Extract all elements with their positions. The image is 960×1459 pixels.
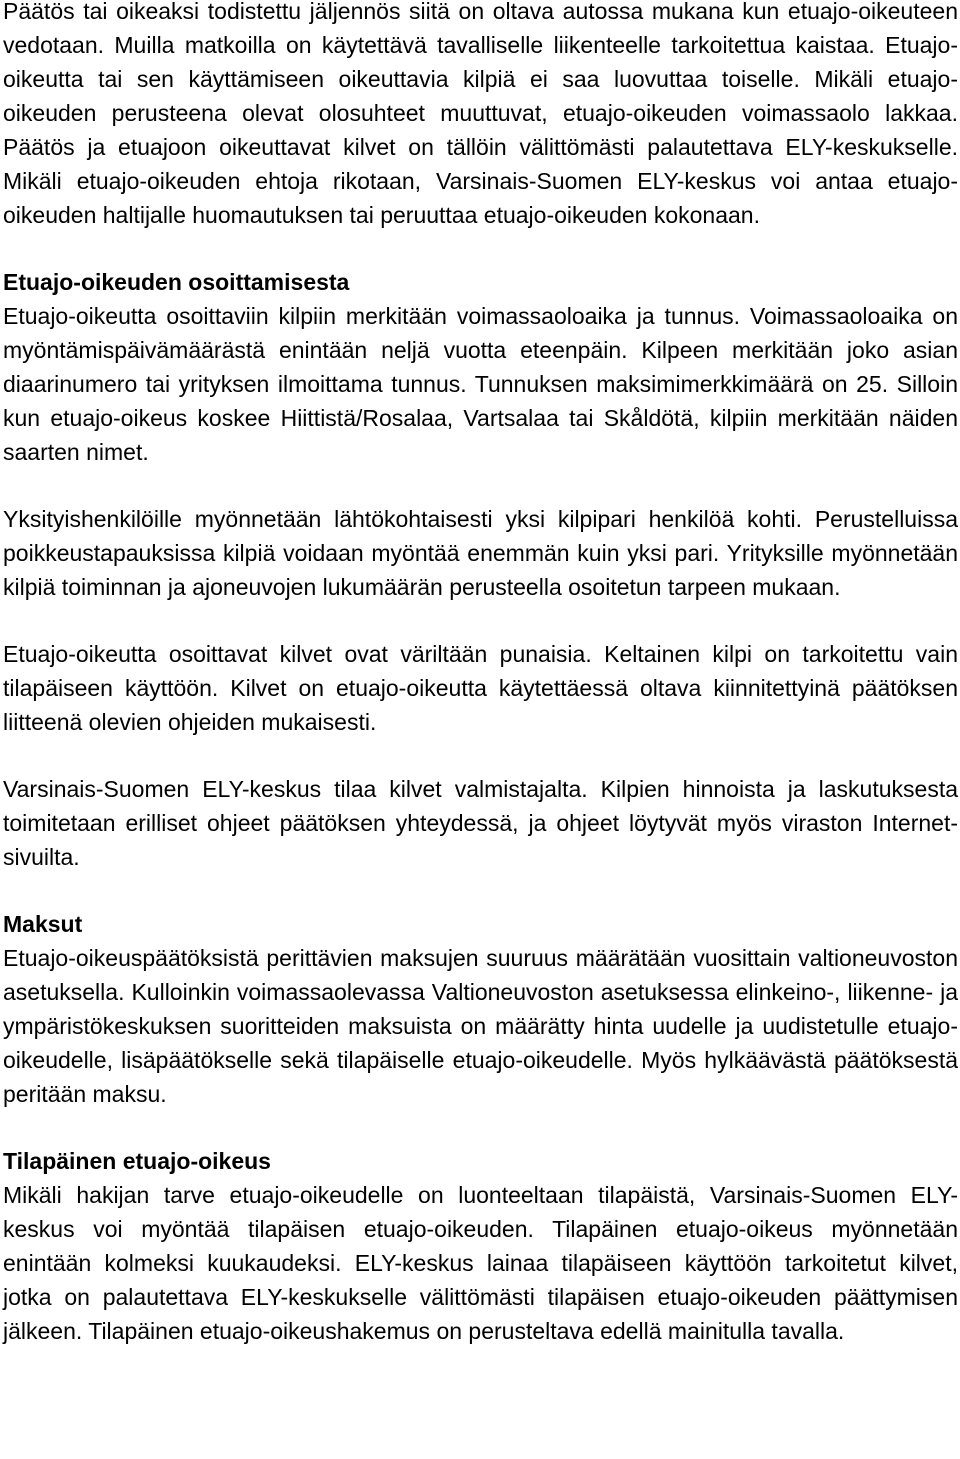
heading-temporary-priority-right: Tilapäinen etuajo-oikeus [3, 1148, 271, 1174]
paragraph-temporary-priority-right: Mikäli hakijan tarve etuajo-oikeudelle on luonteeltaan tilapäistä, Varsinais-Suomen ELY-keskus voi myöntää tilapäisen etuajo-oikeuden. Tilapäinen etuajo-oikeus myönnetään enintään kolmeksi kuukaudeksi. ELY-keskus lainaa tilapäiseen käyttöön tarkoitetut kilvet, jotka on palautettava ELY-keskukselle välittömästi tilapäisen etuajo-oikeuden päättymisen jälkeen. Tilapäinen etuajo-oikeushakemus on perusteltava edellä mainitulla tavalla. [3, 1182, 958, 1344]
paragraph-sign-quantity: Yksityishenkilöille myönnetään lähtökohtaisesti yksi kilpipari henkilöä kohti. Perustelluissa poikkeustapauksissa kilpiä voidaan myöntää enemmän kuin yksi pari. Yrityksille myönnetään kilpiä toiminnan ja ajoneuvojen lukumäärän perusteella osoitetun tarpeen mukaan. [3, 506, 958, 600]
paragraph-gap [3, 1111, 958, 1144]
paragraph-sign-ordering: Varsinais-Suomen ELY-keskus tilaa kilvet valmistajalta. Kilpien hinnoista ja laskutuksesta toimitetaan erilliset ohjeet päätöksen yhteydessä, ja ohjeet löytyvät myös viraston Internet-sivuilta. [3, 776, 958, 870]
paragraph-gap [3, 604, 958, 637]
paragraph-priority-decision-and-revocation: Päätös tai oikeaksi todistettu jäljennös siitä on oltava autossa mukana kun etuajo-oikeuteen vedotaan. Muilla matkoilla on käytettävä tavalliselle liikenteelle tarkoitettua kaistaa. Etuajo-oikeutta tai sen käyttämiseen oikeuttavia kilpiä ei saa luovuttaa toiselle. Mikäli etuajo-oikeuden perusteena olevat olosuhteet muuttuvat, etuajo-oikeuden voimassaolo lakkaa. Päätös ja etuajoon oikeuttavat kilvet on tällöin välittömästi palautettava ELY-keskukselle. Mikäli etuajo-oikeuden ehtoja rikotaan, Varsinais-Suomen ELY-keskus voi antaa etuajo-oikeuden haltijalle huomautuksen tai peruuttaa etuajo-oikeuden kokonaan. [3, 0, 958, 228]
paragraph-gap [3, 739, 958, 772]
paragraph-gap [3, 469, 958, 502]
paragraph-gap [3, 874, 958, 907]
paragraph-gap [3, 232, 958, 265]
heading-fees: Maksut [3, 911, 83, 937]
paragraph-sign-colors: Etuajo-oikeutta osoittavat kilvet ovat väriltään punaisia. Keltainen kilpi on tarkoitettu vain tilapäiseen käyttöön. Kilvet on etuajo-oikeutta käytettäessä oltava kiinnitettyinä päätöksen liitteenä olevien ohjeiden mukaisesti. [3, 641, 958, 735]
heading-marking-of-priority-right: Etuajo-oikeuden osoittamisesta [3, 269, 350, 295]
paragraph-fees: Etuajo-oikeuspäätöksistä perittävien maksujen suuruus määrätään vuosittain valtioneuvoston asetuksella. Kulloinkin voimassaolevassa Valtioneuvoston asetuksessa elinkeino-, liikenne- ja ympäristökeskuksen suoritteiden maksuista on määrätty hinta uudelle ja uudistetulle etuajo-oikeudelle, lisäpäätökselle sekä tilapäiselle etuajo-oikeudelle. Myös hylkäävästä päätöksestä peritään maksu. [3, 945, 958, 1107]
paragraph-sign-markings: Etuajo-oikeutta osoittaviin kilpiin merkitään voimassaoloaika ja tunnus. Voimassaoloaika on myöntämispäivämäärästä enintään neljä vuotta eteenpäin. Kilpeen merkitään joko asian diaarinumero tai yrityksen ilmoittama tunnus. Tunnuksen maksimimerkkimäärä on 25. Silloin kun etuajo-oikeus koskee Hiittistä/Rosalaa, Vartsalaa tai Skåldötä, kilpiin merkitään näiden saarten nimet. [3, 303, 958, 465]
